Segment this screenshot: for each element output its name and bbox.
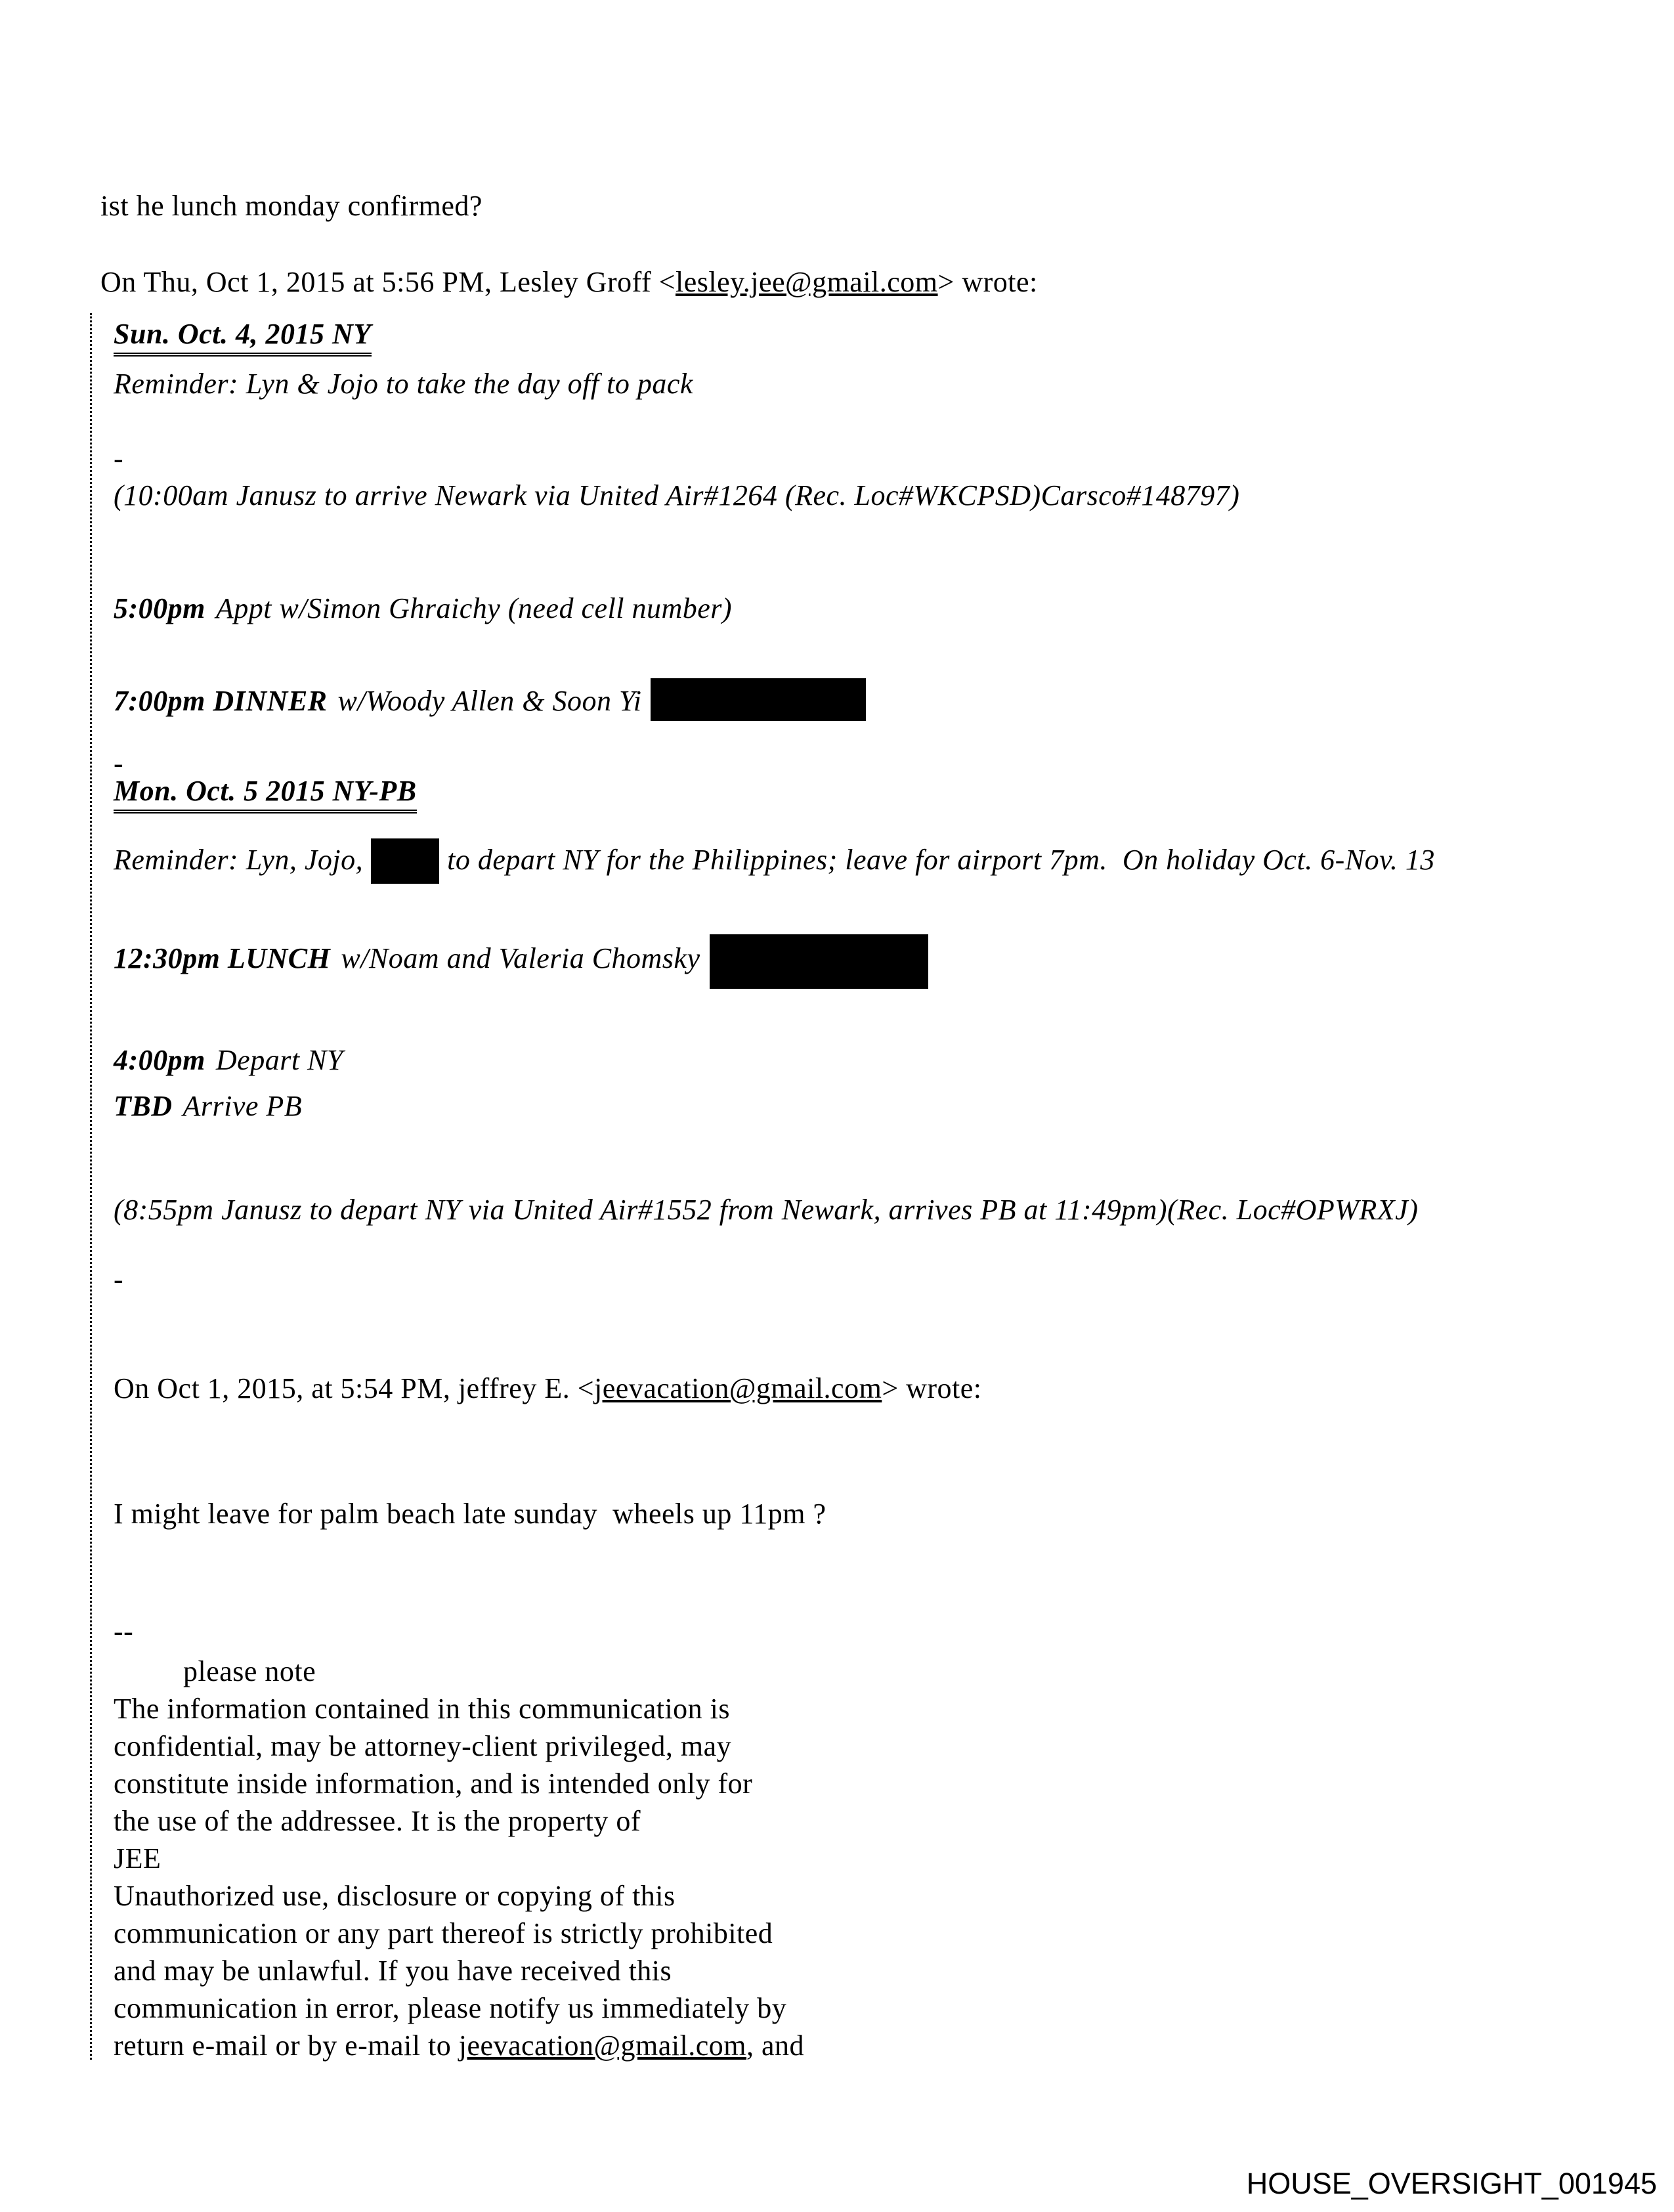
jeevacation-email-link[interactable]: jeevacation@gmail.com bbox=[594, 1372, 882, 1404]
monday-reminder-prefix: Reminder: Lyn, Jojo, bbox=[114, 844, 364, 876]
monday-heading-text: Mon. Oct. 5 2015 NY-PB bbox=[114, 775, 417, 813]
disclaimer-line: JEE bbox=[114, 1842, 161, 1875]
disclaimer-line: communication in error, please notify us immediately by bbox=[114, 1992, 787, 2024]
monday-heading bbox=[114, 774, 417, 808]
dinner-7pm bbox=[114, 678, 866, 721]
dash-text: - bbox=[114, 1263, 124, 1295]
redaction-box-dinner bbox=[651, 678, 866, 721]
separator-dash-1 bbox=[114, 442, 123, 475]
sunday-reminder bbox=[114, 367, 693, 401]
arrive-time: TBD bbox=[114, 1090, 173, 1122]
depart-text: Depart NY bbox=[215, 1044, 343, 1076]
question-line: ist he lunch monday confirmed? bbox=[100, 190, 483, 222]
quoted-message-block bbox=[90, 313, 1661, 2060]
sunday-flight-note-text: (10:00am Janusz to arrive Newark via United Air#1264 (Rec. Loc#WKCPSD)Carsco#148797) bbox=[114, 479, 1240, 511]
signature-separator bbox=[114, 1615, 133, 1648]
depart-4pm bbox=[114, 1043, 343, 1077]
lesley-email-link[interactable]: lesley.jee@gmail.com bbox=[676, 266, 938, 298]
reply-header-outer bbox=[100, 265, 1038, 299]
dinner-text: w/Woody Allen & Soon Yi bbox=[337, 685, 642, 717]
disclaimer-line: the use of the addressee. It is the property of bbox=[114, 1805, 641, 1837]
sunday-heading bbox=[114, 317, 372, 351]
signature-separator-text: -- bbox=[114, 1615, 134, 1647]
disclaimer-last-line bbox=[114, 2027, 804, 2064]
disclaimer-line: Unauthorized use, disclosure or copying of this bbox=[114, 1880, 676, 1912]
signature-disclaimer bbox=[114, 1653, 804, 2064]
disclaimer-line: confidential, may be attorney-client privileged, may bbox=[114, 1730, 732, 1762]
depart-time: 4:00pm bbox=[114, 1044, 205, 1076]
monday-flight-note-text: (8:55pm Janusz to depart NY via United Air#1552 from Newark, arrives PB at 11:49pm)(Rec. Loc#OPWRXJ) bbox=[114, 1194, 1419, 1226]
sunday-heading-text: Sun. Oct. 4, 2015 NY bbox=[114, 318, 372, 357]
please-note-line: please note bbox=[183, 1655, 316, 1687]
dash-text: - bbox=[114, 747, 124, 779]
bates-number: HOUSE_OVERSIGHT_001945 bbox=[1246, 2167, 1657, 2200]
disclaimer-line: communication or any part thereof is strictly prohibited bbox=[114, 1917, 773, 1949]
sunday-flight-note bbox=[114, 479, 1239, 512]
appointment-time: 5:00pm bbox=[114, 592, 205, 624]
monday-flight-note bbox=[114, 1193, 1418, 1226]
redaction-box-reminder bbox=[371, 838, 439, 884]
monday-reminder-suffix: to depart NY for the Philippines; leave for airport 7pm. On holiday Oct. 6-Nov. 13 bbox=[447, 844, 1435, 876]
jeevacation-email-link-2[interactable]: jeevacation@gmail.com bbox=[458, 2029, 747, 2062]
separator-dash-3 bbox=[114, 1263, 123, 1296]
inner-message-body bbox=[114, 1497, 826, 1530]
lunch-1230pm bbox=[114, 934, 928, 989]
monday-reminder bbox=[114, 838, 1435, 884]
reply-header-inner bbox=[114, 1372, 982, 1405]
reply-header-outer-suffix: > wrote: bbox=[937, 266, 1038, 298]
lunch-text: w/Noam and Valeria Chomsky bbox=[341, 942, 700, 974]
dinner-time: 7:00pm DINNER bbox=[114, 685, 328, 717]
disclaimer-line: The information contained in this communication is bbox=[114, 1693, 731, 1725]
disclaimer-last-suffix: , and bbox=[746, 2029, 805, 2062]
redaction-box-lunch bbox=[710, 934, 928, 989]
reply-header-inner-suffix: > wrote: bbox=[882, 1372, 982, 1404]
disclaimer-last-prefix: return e-mail or by e-mail to bbox=[114, 2029, 459, 2062]
disclaimer-line: constitute inside information, and is intended only for bbox=[114, 1767, 753, 1800]
arrive-text: Arrive PB bbox=[182, 1090, 303, 1122]
arrive-tbd bbox=[114, 1089, 302, 1123]
appointment-5pm bbox=[114, 592, 732, 625]
appointment-text: Appt w/Simon Ghraichy (need cell number) bbox=[215, 592, 733, 624]
inner-message-text: I might leave for palm beach late sunday wheels up 11pm ? bbox=[114, 1498, 826, 1530]
lunch-time: 12:30pm LUNCH bbox=[114, 942, 331, 974]
sunday-reminder-text: Reminder: Lyn & Jojo to take the day off to pack bbox=[114, 368, 693, 400]
dash-text: - bbox=[114, 443, 124, 475]
disclaimer-line: and may be unlawful. If you have received this bbox=[114, 1955, 672, 1987]
reply-header-inner-prefix: On Oct 1, 2015, at 5:54 PM, jeffrey E. < bbox=[114, 1372, 595, 1404]
reply-header-outer-prefix: On Thu, Oct 1, 2015 at 5:56 PM, Lesley Groff < bbox=[100, 266, 676, 298]
